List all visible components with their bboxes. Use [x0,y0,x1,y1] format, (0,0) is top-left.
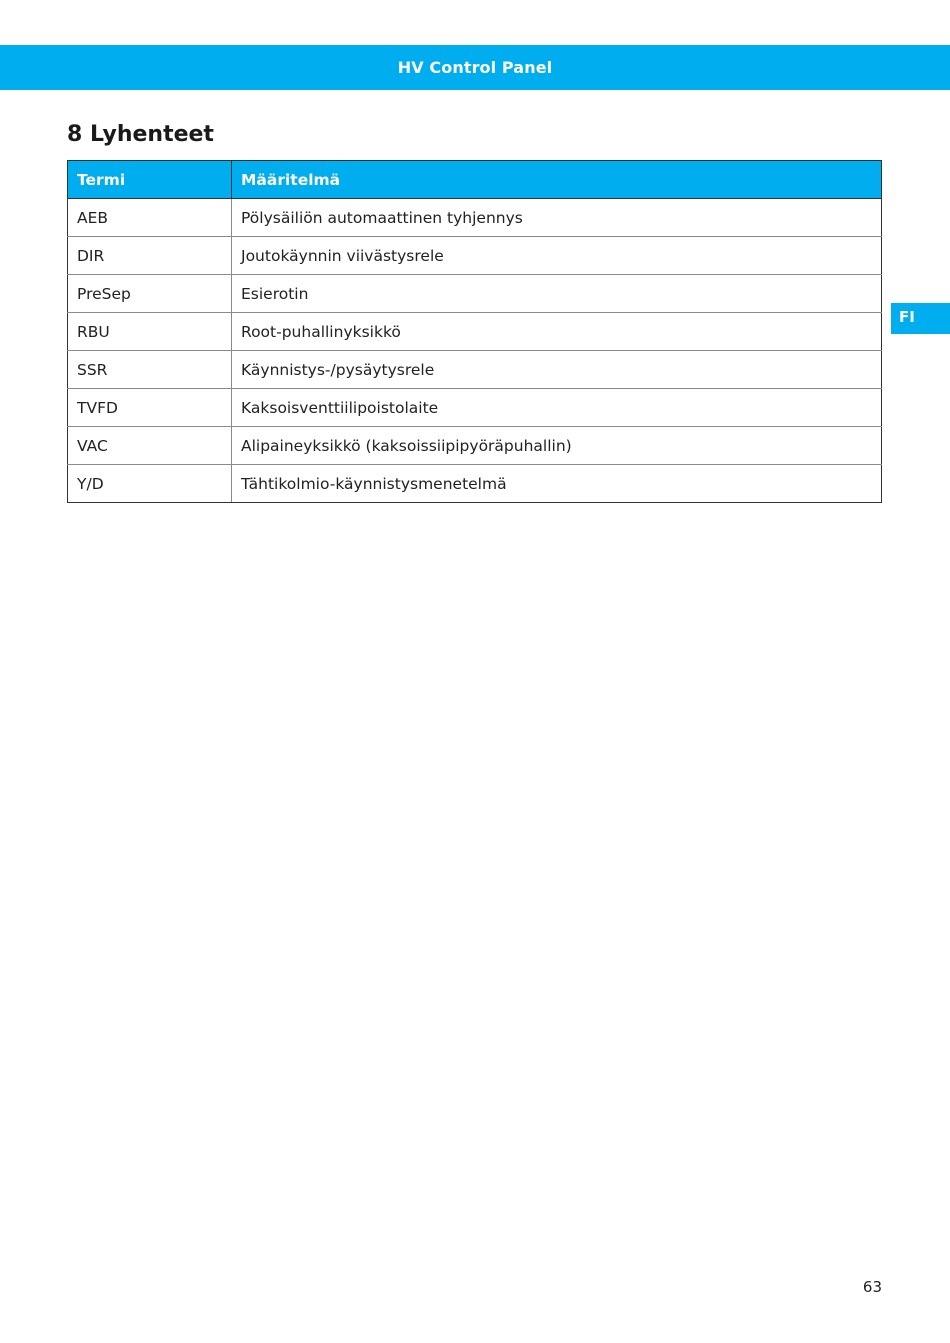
term-cell: DIR [68,237,232,275]
definition-cell: Pölysäiliön automaattinen tyhjennys [232,199,882,237]
table-row [68,313,882,351]
term-cell: TVFD [68,389,232,427]
definition-cell: Kaksoisventtiilipoistolaite [232,389,882,427]
column-header-definition: Määritelmä [232,161,882,199]
table-row [68,465,882,503]
column-header-term: Termi [68,161,232,199]
table-row [68,351,882,389]
definition-cell: Joutokäynnin viivästysrele [232,237,882,275]
table-row [68,427,882,465]
table-row [68,275,882,313]
section-title: 8 Lyhenteet [67,122,214,147]
definition-cell: Käynnistys-/pysäytysrele [232,351,882,389]
table-row [68,237,882,275]
definition-cell: Esierotin [232,275,882,313]
term-cell: VAC [68,427,232,465]
definition-cell: Tähtikolmio-käynnistysmenetelmä [232,465,882,503]
page-number: 63 [862,1278,882,1296]
header-bar [0,45,950,90]
term-cell: Y/D [68,465,232,503]
term-cell: SSR [68,351,232,389]
table-row [68,389,882,427]
definition-cell: Alipaineyksikkö (kaksoissiipipyöräpuhallin) [232,427,882,465]
language-tab: FI [891,303,950,334]
term-cell: PreSep [68,275,232,313]
definition-cell: Root-puhallinyksikkö [232,313,882,351]
header-title: HV Control Panel [397,58,553,77]
abbreviations-table [67,160,882,503]
term-cell: AEB [68,199,232,237]
term-cell: RBU [68,313,232,351]
table-header-row [68,161,882,199]
table-row [68,199,882,237]
